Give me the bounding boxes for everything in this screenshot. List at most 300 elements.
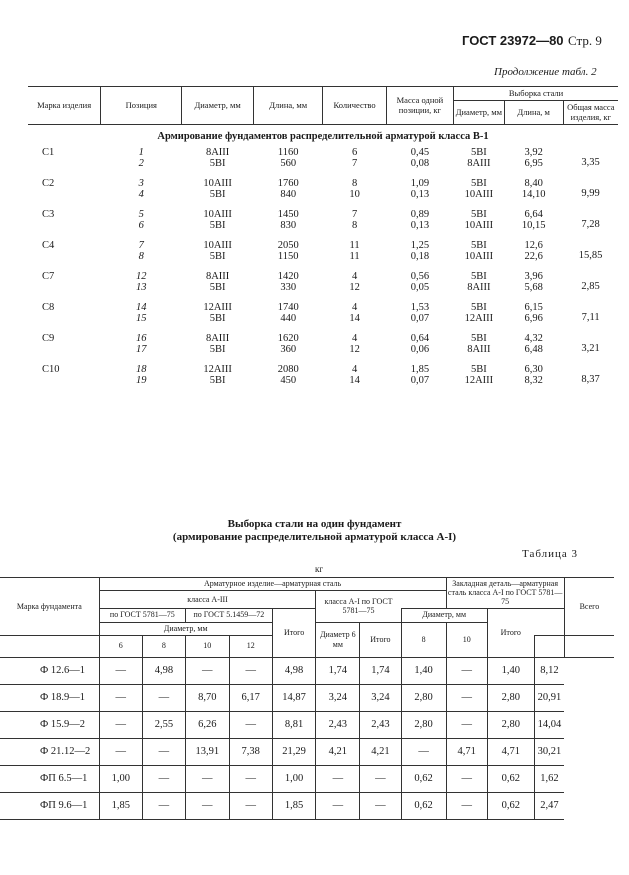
cell-line: 5,68 <box>524 282 543 294</box>
col-steel-selection: Выборка стали <box>454 87 618 101</box>
col-emb-d8: 8 <box>401 622 446 657</box>
col-total-emb: Итого <box>487 608 534 657</box>
cell-tot: 8,81 <box>272 711 316 738</box>
table-row <box>28 178 618 209</box>
cell-pos <box>101 364 182 395</box>
cell-line: 6,64 <box>524 209 543 221</box>
col-d6: 6 <box>99 635 142 657</box>
table-row <box>28 333 618 364</box>
cell-a1: 3,24 <box>316 684 360 711</box>
cell-mark: Ф 12.6—1 <box>0 657 99 684</box>
cell-sel_dia <box>454 271 505 302</box>
cell-line: 5 <box>138 209 144 221</box>
cell-mark: С3 <box>42 209 55 221</box>
cell-all: 8,12 <box>534 657 564 684</box>
cell-c12: 6,17 <box>229 684 272 711</box>
table-row <box>28 240 618 271</box>
col-mark: Марка изделия <box>28 87 101 125</box>
table-row <box>28 364 618 395</box>
cell-line: 1760 <box>277 178 299 190</box>
col-emb-diameter: Диаметр, мм <box>401 608 487 622</box>
cell-etot: 2,80 <box>487 711 534 738</box>
col-grand-spacer <box>564 635 614 657</box>
col-diameter: Диаметр, мм <box>182 87 254 125</box>
continuation-note: Продолжение табл. 2 <box>494 66 597 78</box>
cell-sel_dia <box>454 302 505 333</box>
cell-line: 7 <box>138 240 144 252</box>
cell-line: 8АIII <box>205 333 230 345</box>
cell-line: 10АIII <box>464 251 494 263</box>
col-dia-6mm: Диаметр 6 мм <box>316 622 360 657</box>
cell-e10: — <box>446 684 487 711</box>
cell-qty <box>323 178 386 209</box>
table-row <box>0 738 614 765</box>
cell-c8: 2,55 <box>142 711 185 738</box>
cell-line: 6 <box>138 220 144 232</box>
cell-sel_len <box>504 147 563 178</box>
table-row <box>0 765 614 792</box>
cell-line: 12АIII <box>464 375 494 387</box>
section-title: Армирование фундаментов распределительной арматурой класса В-1 <box>157 131 489 143</box>
cell-line: 840 <box>280 189 297 201</box>
cell-line: 11 <box>349 251 360 263</box>
cell-line: 14 <box>349 313 360 325</box>
cell-qty <box>323 271 386 302</box>
cell-all: 30,21 <box>534 738 564 765</box>
cell-c6: — <box>99 657 142 684</box>
cell-pos <box>101 147 182 178</box>
cell-line: 2050 <box>277 240 299 252</box>
cell-line: 8АIII <box>467 344 491 356</box>
cell-qty <box>323 209 386 240</box>
cell-tot: 1,00 <box>272 765 316 792</box>
col-mark-spacer <box>0 635 99 657</box>
col-class-a1: класса А-I по ГОСТ 5781—75 <box>316 591 401 623</box>
cell-sel_dia <box>454 147 505 178</box>
cell-tot: 14,87 <box>272 684 316 711</box>
cell-line: 1 <box>138 147 144 159</box>
cell-pos <box>101 209 182 240</box>
cell-all: 2,47 <box>534 792 564 819</box>
cell-line: 5ВI <box>209 313 226 325</box>
cell-line: 1620 <box>277 333 299 345</box>
table-row <box>0 684 614 711</box>
cell-e8: 2,80 <box>401 711 446 738</box>
cell-len <box>253 240 323 271</box>
cell-c10: 13,91 <box>185 738 229 765</box>
cell-line: 1,25 <box>410 240 430 252</box>
cell-mass <box>386 178 453 209</box>
cell-line: 3,96 <box>524 271 543 283</box>
cell-line: 4,32 <box>524 333 543 345</box>
cell-line: 0,06 <box>410 344 430 356</box>
cell-line: 16 <box>136 333 147 345</box>
cell-line: 830 <box>280 220 297 232</box>
cell-line: 360 <box>280 344 297 356</box>
cell-line: 440 <box>280 313 297 325</box>
cell-pos <box>101 302 182 333</box>
cell-line: 5ВI <box>471 240 487 252</box>
cell-total: 3,21 <box>581 343 600 355</box>
cell-mass <box>386 364 453 395</box>
cell-line: 8АIII <box>205 147 230 159</box>
col-diameter: Диаметр, мм <box>99 622 272 635</box>
cell-all: 14,04 <box>534 711 564 738</box>
cell-line: 14,10 <box>521 189 546 201</box>
cell-mark: С8 <box>42 302 55 314</box>
table-3-label: Таблица 3 <box>522 548 579 560</box>
cell-line: 0,64 <box>410 333 430 345</box>
cell-mass <box>386 209 453 240</box>
cell-pos <box>101 178 182 209</box>
cell-pos <box>101 240 182 271</box>
col-d12: 12 <box>229 635 272 657</box>
cell-mass <box>386 271 453 302</box>
cell-dia <box>182 271 254 302</box>
cell-dia <box>182 302 254 333</box>
cell-mark: Ф 18.9—1 <box>0 684 99 711</box>
cell-sel_dia <box>454 333 505 364</box>
cell-line: 12 <box>349 344 360 356</box>
cell-line: 450 <box>280 375 297 387</box>
table-3-subtitle: (армирование распределительной арматурой класса А-I) <box>172 531 457 543</box>
cell-line: 6,30 <box>524 364 543 376</box>
cell-line: 1150 <box>277 251 299 263</box>
cell-line: 10АIII <box>203 240 232 252</box>
cell-line: 1420 <box>277 271 299 283</box>
cell-line: 8АIII <box>467 282 491 294</box>
cell-c12: — <box>229 765 272 792</box>
cell-line: 5ВI <box>471 147 487 159</box>
cell-line: 5ВI <box>471 271 487 283</box>
cell-sel_len <box>504 178 563 209</box>
cell-a1tot: 3,24 <box>360 684 401 711</box>
cell-len <box>253 209 323 240</box>
cell-e10: — <box>446 765 487 792</box>
col-gost-5459: по ГОСТ 5.1459—72 <box>185 608 272 622</box>
cell-line: 15 <box>136 313 147 325</box>
cell-line: 5ВI <box>471 178 487 190</box>
cell-mark: ФП 6.5—1 <box>0 765 99 792</box>
cell-line: 8АIII <box>467 158 491 170</box>
cell-sel_dia <box>454 209 505 240</box>
cell-mass <box>386 302 453 333</box>
cell-line: 14 <box>349 375 360 387</box>
cell-line: 10 <box>349 189 360 201</box>
cell-line: 5ВI <box>471 302 487 314</box>
cell-a1: 1,74 <box>316 657 360 684</box>
cell-mark: С10 <box>42 364 60 376</box>
col-class-a3: класса А-III <box>99 591 316 609</box>
cell-line: 8АIII <box>205 271 230 283</box>
cell-c10: — <box>185 765 229 792</box>
document-code: ГОСТ 23972—80 <box>462 33 564 48</box>
cell-c10: — <box>185 657 229 684</box>
cell-line: 5ВI <box>209 189 226 201</box>
cell-total: 15,85 <box>578 250 603 262</box>
cell-c8: — <box>142 684 185 711</box>
col-total-a1: Итого <box>360 622 401 657</box>
cell-line: 4 <box>138 189 144 201</box>
cell-line: 12,6 <box>524 240 543 252</box>
cell-line: 6,95 <box>524 158 543 170</box>
unit-label: кг <box>315 564 324 574</box>
cell-sel_dia <box>454 240 505 271</box>
cell-line: 6,15 <box>524 302 543 314</box>
cell-line: 5ВI <box>209 344 226 356</box>
table-row <box>28 271 618 302</box>
cell-line: 5ВI <box>209 220 226 232</box>
cell-dia <box>182 364 254 395</box>
cell-e10: — <box>446 711 487 738</box>
cell-line: 0,07 <box>410 375 430 387</box>
cell-qty <box>323 302 386 333</box>
cell-sel_dia <box>454 178 505 209</box>
col-total-a3: Итого <box>272 608 316 657</box>
table-row <box>0 792 614 819</box>
col-emb-d10: 10 <box>446 622 487 657</box>
col-d8: 8 <box>142 635 185 657</box>
cell-tot: 1,85 <box>272 792 316 819</box>
cell-etot: 0,62 <box>487 792 534 819</box>
cell-sel_len <box>504 240 563 271</box>
cell-e8: — <box>401 738 446 765</box>
cell-line: 560 <box>280 158 297 170</box>
cell-sel_len <box>504 302 563 333</box>
cell-line: 10АIII <box>203 209 232 221</box>
cell-line: 0,56 <box>410 271 430 283</box>
cell-tot: 4,98 <box>272 657 316 684</box>
cell-line: 3,92 <box>524 147 543 159</box>
cell-sel_len <box>504 333 563 364</box>
cell-c8: 4,98 <box>142 657 185 684</box>
cell-line: 1160 <box>277 147 299 159</box>
cell-dia <box>182 333 254 364</box>
cell-mark: ФП 9.6—1 <box>0 792 99 819</box>
cell-line: 12АIII <box>203 364 232 376</box>
cell-mass <box>386 240 453 271</box>
table-row <box>28 302 618 333</box>
col-quantity: Количество <box>323 87 386 125</box>
cell-total: 8,37 <box>581 374 600 386</box>
cell-e8: 1,40 <box>401 657 446 684</box>
cell-sel_len <box>504 364 563 395</box>
cell-a1tot: 2,43 <box>360 711 401 738</box>
cell-len <box>253 178 323 209</box>
col-total-spacer <box>534 635 564 657</box>
cell-a1tot: — <box>360 765 401 792</box>
cell-line: 0,05 <box>410 282 430 294</box>
cell-e10: — <box>446 792 487 819</box>
col-foundation-mark: Марка фундамента <box>0 578 99 636</box>
cell-line: 0,08 <box>410 158 430 170</box>
cell-line: 5ВI <box>471 209 487 221</box>
cell-len <box>253 302 323 333</box>
cell-line: 19 <box>136 375 147 387</box>
cell-c12: 7,38 <box>229 738 272 765</box>
cell-line: 4 <box>351 333 358 345</box>
cell-line: 7 <box>351 158 358 170</box>
col-sel-length: Длина, м <box>504 101 563 125</box>
cell-c6: 1,00 <box>99 765 142 792</box>
cell-mark: С2 <box>42 178 55 190</box>
cell-line: 6,96 <box>524 313 543 325</box>
cell-line: 5ВI <box>209 158 226 170</box>
cell-line: 8,40 <box>524 178 543 190</box>
cell-line: 13 <box>136 282 147 294</box>
cell-a1tot: 4,21 <box>360 738 401 765</box>
cell-line: 3 <box>138 178 144 190</box>
col-embedded-group: Закладная деталь—арматурная сталь класса А-I по ГОСТ 5781—75 <box>447 579 563 607</box>
col-total-mass: Общая масса изделия, кг <box>563 101 618 125</box>
table-3-title: Выборка стали на один фундамент <box>227 518 402 530</box>
cell-a1tot: 1,74 <box>360 657 401 684</box>
cell-c6: — <box>99 684 142 711</box>
cell-line: 8 <box>138 251 144 263</box>
cell-tot: 21,29 <box>272 738 316 765</box>
cell-line: 5ВI <box>209 251 226 263</box>
cell-sel_dia <box>454 364 505 395</box>
cell-line: 6 <box>351 147 358 159</box>
col-d10: 10 <box>185 635 229 657</box>
cell-mark: С1 <box>42 147 55 159</box>
cell-mark: Ф 15.9—2 <box>0 711 99 738</box>
cell-line: 18 <box>136 364 147 376</box>
cell-line: 6,48 <box>524 344 543 356</box>
col-reinforcing-group: Арматурное изделие—арматурная сталь <box>99 578 446 591</box>
table-3 <box>0 577 614 820</box>
cell-len <box>253 333 323 364</box>
cell-c10: — <box>185 792 229 819</box>
cell-a1: 4,21 <box>316 738 360 765</box>
cell-c10: 8,70 <box>185 684 229 711</box>
cell-total: 2,85 <box>581 281 600 293</box>
cell-c8: — <box>142 738 185 765</box>
cell-line: 10,15 <box>521 220 546 232</box>
cell-qty <box>323 240 386 271</box>
cell-e10: — <box>446 657 487 684</box>
cell-a1: — <box>316 765 360 792</box>
cell-qty <box>323 147 386 178</box>
col-sel-diameter: Диаметр, мм <box>454 101 505 125</box>
cell-line: 0,45 <box>410 147 430 159</box>
col-grand-total: Всего <box>564 578 614 636</box>
cell-line: 8,32 <box>524 375 543 387</box>
cell-line: 5ВI <box>209 375 226 387</box>
cell-line: 5ВI <box>471 333 487 345</box>
cell-e10: 4,71 <box>446 738 487 765</box>
cell-line: 12АIII <box>203 302 232 314</box>
cell-line: 8 <box>351 220 358 232</box>
cell-c12: — <box>229 657 272 684</box>
cell-c12: — <box>229 792 272 819</box>
cell-line: 0,18 <box>410 251 430 263</box>
cell-line: 12 <box>349 282 360 294</box>
cell-line: 0,13 <box>410 189 430 201</box>
cell-line: 12 <box>136 271 147 283</box>
cell-line: 1,85 <box>410 364 430 376</box>
cell-total: 7,28 <box>581 219 600 231</box>
cell-len <box>253 271 323 302</box>
cell-c6: — <box>99 738 142 765</box>
cell-etot: 0,62 <box>487 765 534 792</box>
cell-line: 0,89 <box>410 209 430 221</box>
cell-a1tot: — <box>360 792 401 819</box>
cell-line: 5ВI <box>209 282 226 294</box>
cell-a1: — <box>316 792 360 819</box>
cell-line: 2080 <box>277 364 299 376</box>
page-number: Стр. 9 <box>568 33 602 48</box>
cell-line: 1,53 <box>410 302 430 314</box>
col-gost-5781: по ГОСТ 5781—75 <box>99 608 185 622</box>
cell-qty <box>323 333 386 364</box>
cell-total: 7,11 <box>581 312 600 324</box>
cell-c8: — <box>142 765 185 792</box>
cell-dia <box>182 209 254 240</box>
cell-line: 7 <box>351 209 358 221</box>
cell-mark: С9 <box>42 333 55 345</box>
cell-line: 10АIII <box>464 189 494 201</box>
cell-all: 20,91 <box>534 684 564 711</box>
cell-c10: 6,26 <box>185 711 229 738</box>
cell-line: 10АIII <box>464 220 494 232</box>
cell-line: 22,6 <box>524 251 543 263</box>
cell-sel_len <box>504 271 563 302</box>
cell-line: 8 <box>351 178 358 190</box>
col-position: Позиция <box>101 87 182 125</box>
cell-mark: С7 <box>42 271 55 283</box>
cell-total: 3,35 <box>581 157 600 169</box>
cell-c6: — <box>99 711 142 738</box>
cell-c12: — <box>229 711 272 738</box>
cell-line: 11 <box>349 240 360 252</box>
cell-line: 14 <box>136 302 147 314</box>
cell-dia <box>182 178 254 209</box>
cell-etot: 1,40 <box>487 657 534 684</box>
cell-line: 1450 <box>277 209 299 221</box>
col-unit-mass: Масса одной позиции, кг <box>386 87 453 125</box>
cell-all: 1,62 <box>534 765 564 792</box>
table-row <box>0 711 614 738</box>
cell-line: 0,13 <box>410 220 430 232</box>
cell-line: 1740 <box>277 302 299 314</box>
cell-line: 4 <box>351 302 358 314</box>
cell-etot: 4,71 <box>487 738 534 765</box>
cell-etot: 2,80 <box>487 684 534 711</box>
col-length: Длина, мм <box>253 87 323 125</box>
cell-c8: — <box>142 792 185 819</box>
cell-mark: С4 <box>42 240 55 252</box>
cell-e8: 0,62 <box>401 765 446 792</box>
cell-qty <box>323 364 386 395</box>
cell-mass <box>386 333 453 364</box>
cell-a1: 2,43 <box>316 711 360 738</box>
cell-e8: 2,80 <box>401 684 446 711</box>
table-row <box>28 147 618 178</box>
cell-total: 9,99 <box>581 188 600 200</box>
cell-e8: 0,62 <box>401 792 446 819</box>
cell-mark: Ф 21.12—2 <box>0 738 99 765</box>
cell-sel_len <box>504 209 563 240</box>
cell-line: 1,09 <box>410 178 430 190</box>
cell-line: 2 <box>138 158 144 170</box>
cell-len <box>253 364 323 395</box>
cell-pos <box>101 271 182 302</box>
cell-line: 0,07 <box>410 313 430 325</box>
cell-line: 4 <box>351 364 358 376</box>
cell-mass <box>386 147 453 178</box>
cell-line: 4 <box>351 271 358 283</box>
